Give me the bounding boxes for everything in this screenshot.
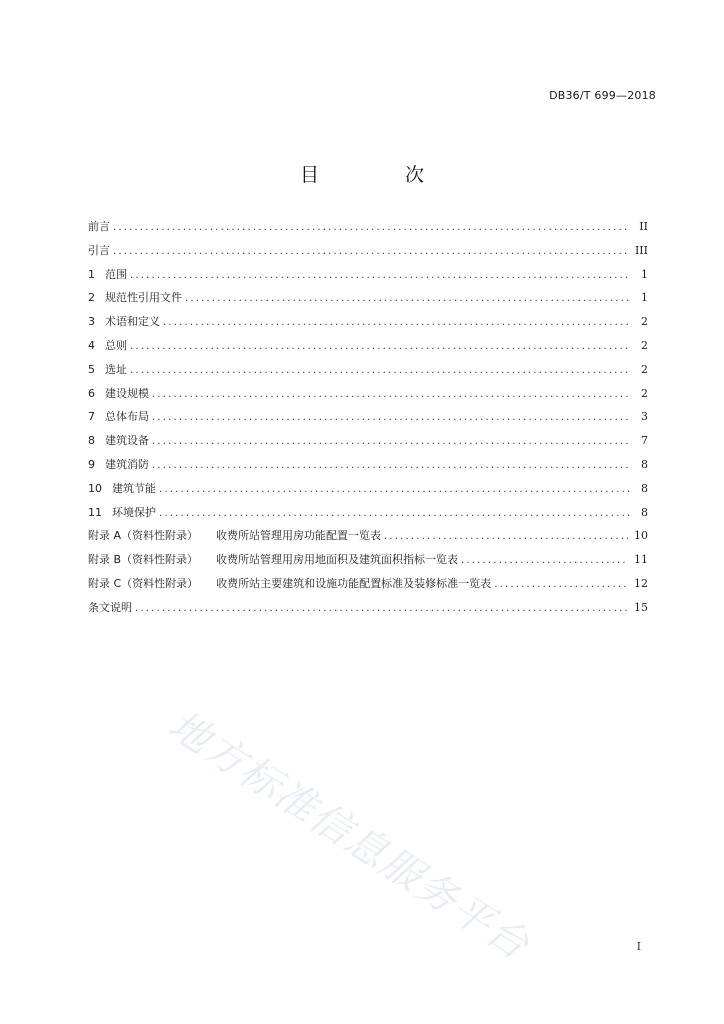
toc-entry-label (88, 599, 132, 615)
toc-entry-text: 总体布局 (105, 410, 149, 424)
toc-leader-dots (152, 412, 630, 423)
standard-code: DB36/T 699—2018 (549, 89, 656, 102)
toc-entry[interactable] (88, 385, 648, 409)
toc-entry-label (88, 361, 127, 377)
toc-entry[interactable] (88, 575, 648, 599)
toc-entry-text: 建筑设备 (105, 434, 149, 448)
toc-leader-dots (130, 341, 630, 352)
toc-entry-text: 总则 (105, 338, 127, 352)
toc-entry-text: 建筑节能 (112, 481, 156, 495)
toc-entry-page: 8 (641, 457, 648, 471)
toc-entry[interactable] (88, 289, 648, 313)
toc-entry-page: 8 (641, 505, 648, 519)
toc-entry-text: 术语和定义 (105, 315, 160, 329)
toc-entry-page: 2 (641, 315, 648, 329)
toc-entry-page: 2 (641, 362, 648, 376)
toc-entry-text: 规范性引用文件 (105, 291, 182, 305)
toc-entry-page: III (634, 243, 648, 257)
watermark: 地方标准信息服务平台 (160, 702, 538, 970)
toc-leader-dots (113, 222, 630, 233)
toc-entry-text: 收费所站主要建筑和设施功能配置标准及装修标准一览表 (216, 576, 492, 590)
toc-entry-number: 8 (88, 434, 95, 448)
toc-entry[interactable] (88, 504, 648, 528)
page-number: I (636, 940, 641, 953)
toc-leader-dots (152, 436, 630, 447)
toc-entry-number: 7 (88, 410, 95, 424)
toc-entry-label (88, 408, 149, 424)
toc-entry-text: 前言 (88, 220, 110, 233)
toc-entry-text: 建筑消防 (105, 457, 149, 471)
toc-leader-dots (159, 484, 630, 495)
toc-entry-number: 1 (88, 267, 95, 281)
toc-entry-number: 5 (88, 362, 95, 376)
toc-entry-text: 收费所站管理用房功能配置一览表 (216, 529, 382, 543)
toc-entry[interactable] (88, 599, 648, 623)
toc-leader-dots (185, 293, 630, 304)
toc-entry-text: 引言 (88, 243, 110, 257)
toc-entry[interactable] (88, 456, 648, 480)
toc-entry-number: 10 (88, 481, 102, 495)
toc-entry-page: 1 (641, 291, 648, 305)
toc-entry-label (88, 551, 458, 567)
toc-entry-number: 6 (88, 386, 95, 400)
toc-entry-number: 9 (88, 457, 95, 471)
toc-entry-page: 7 (641, 434, 648, 448)
toc-entry[interactable] (88, 432, 648, 456)
toc-entry-text: 环境保护 (112, 505, 156, 519)
toc-entry-page: 8 (641, 481, 648, 495)
toc-leader-dots (159, 508, 630, 519)
toc-entry-page: 1 (641, 267, 648, 281)
toc-entry-label (88, 527, 381, 543)
toc-entry-page: 11 (634, 553, 648, 567)
toc-entry[interactable] (88, 527, 648, 551)
toc-entry-page: 12 (634, 576, 648, 590)
toc-appendix-prefix: 附录 C（资料性附录） (88, 576, 199, 590)
toc-entry-label (88, 218, 110, 234)
toc-entry-text: 条文说明 (88, 600, 132, 614)
toc-entry-label (88, 266, 127, 282)
toc-entry[interactable] (88, 313, 648, 337)
toc-entry-page: 3 (641, 410, 648, 424)
toc-leader-dots (152, 460, 630, 471)
toc-entry-text: 收费所站管理用房用地面积及建筑面积指标一览表 (216, 553, 459, 567)
toc-appendix-prefix: 附录 B（资料性附录） (88, 553, 199, 567)
toc-entry-label (88, 385, 149, 401)
toc-entry-page: 15 (634, 600, 648, 614)
toc-leader-dots (461, 555, 628, 566)
page-title: 目 次 (299, 164, 465, 186)
table-of-contents (88, 218, 648, 623)
toc-entry-number: 2 (88, 291, 95, 305)
toc-entry[interactable] (88, 337, 648, 361)
toc-leader-dots (163, 317, 630, 328)
toc-entry-label (88, 504, 156, 520)
toc-entry[interactable] (88, 361, 648, 385)
toc-entry-label (88, 575, 491, 591)
toc-leader-dots (130, 365, 630, 376)
toc-entry-page: 10 (634, 529, 648, 543)
toc-entry-text: 范围 (105, 267, 127, 281)
toc-leader-dots (113, 246, 629, 257)
toc-entry-text: 建设规模 (105, 386, 149, 400)
toc-entry-label (88, 337, 127, 353)
toc-entry[interactable] (88, 218, 648, 242)
toc-entry-page: II (639, 220, 648, 233)
toc-entry-page: 2 (641, 386, 648, 400)
toc-entry-label (88, 289, 182, 305)
toc-entry[interactable] (88, 480, 648, 504)
toc-leader-dots (494, 579, 628, 590)
toc-entry-text: 选址 (105, 362, 127, 376)
toc-leader-dots (152, 389, 630, 400)
toc-entry[interactable] (88, 266, 648, 290)
toc-entry-label (88, 313, 160, 329)
toc-entry-number: 11 (88, 505, 102, 519)
toc-entry-label (88, 432, 149, 448)
toc-entry-label (88, 242, 110, 258)
toc-entry-label (88, 456, 149, 472)
toc-entry-label (88, 480, 156, 496)
toc-entry-number: 3 (88, 315, 95, 329)
toc-entry[interactable] (88, 551, 648, 575)
toc-entry[interactable] (88, 242, 648, 266)
toc-appendix-prefix: 附录 A（资料性附录） (88, 529, 199, 543)
toc-entry-number: 4 (88, 338, 95, 352)
toc-entry-page: 2 (641, 338, 648, 352)
toc-leader-dots (384, 531, 628, 542)
toc-leader-dots (130, 270, 630, 281)
toc-entry[interactable] (88, 408, 648, 432)
toc-leader-dots (135, 603, 628, 614)
